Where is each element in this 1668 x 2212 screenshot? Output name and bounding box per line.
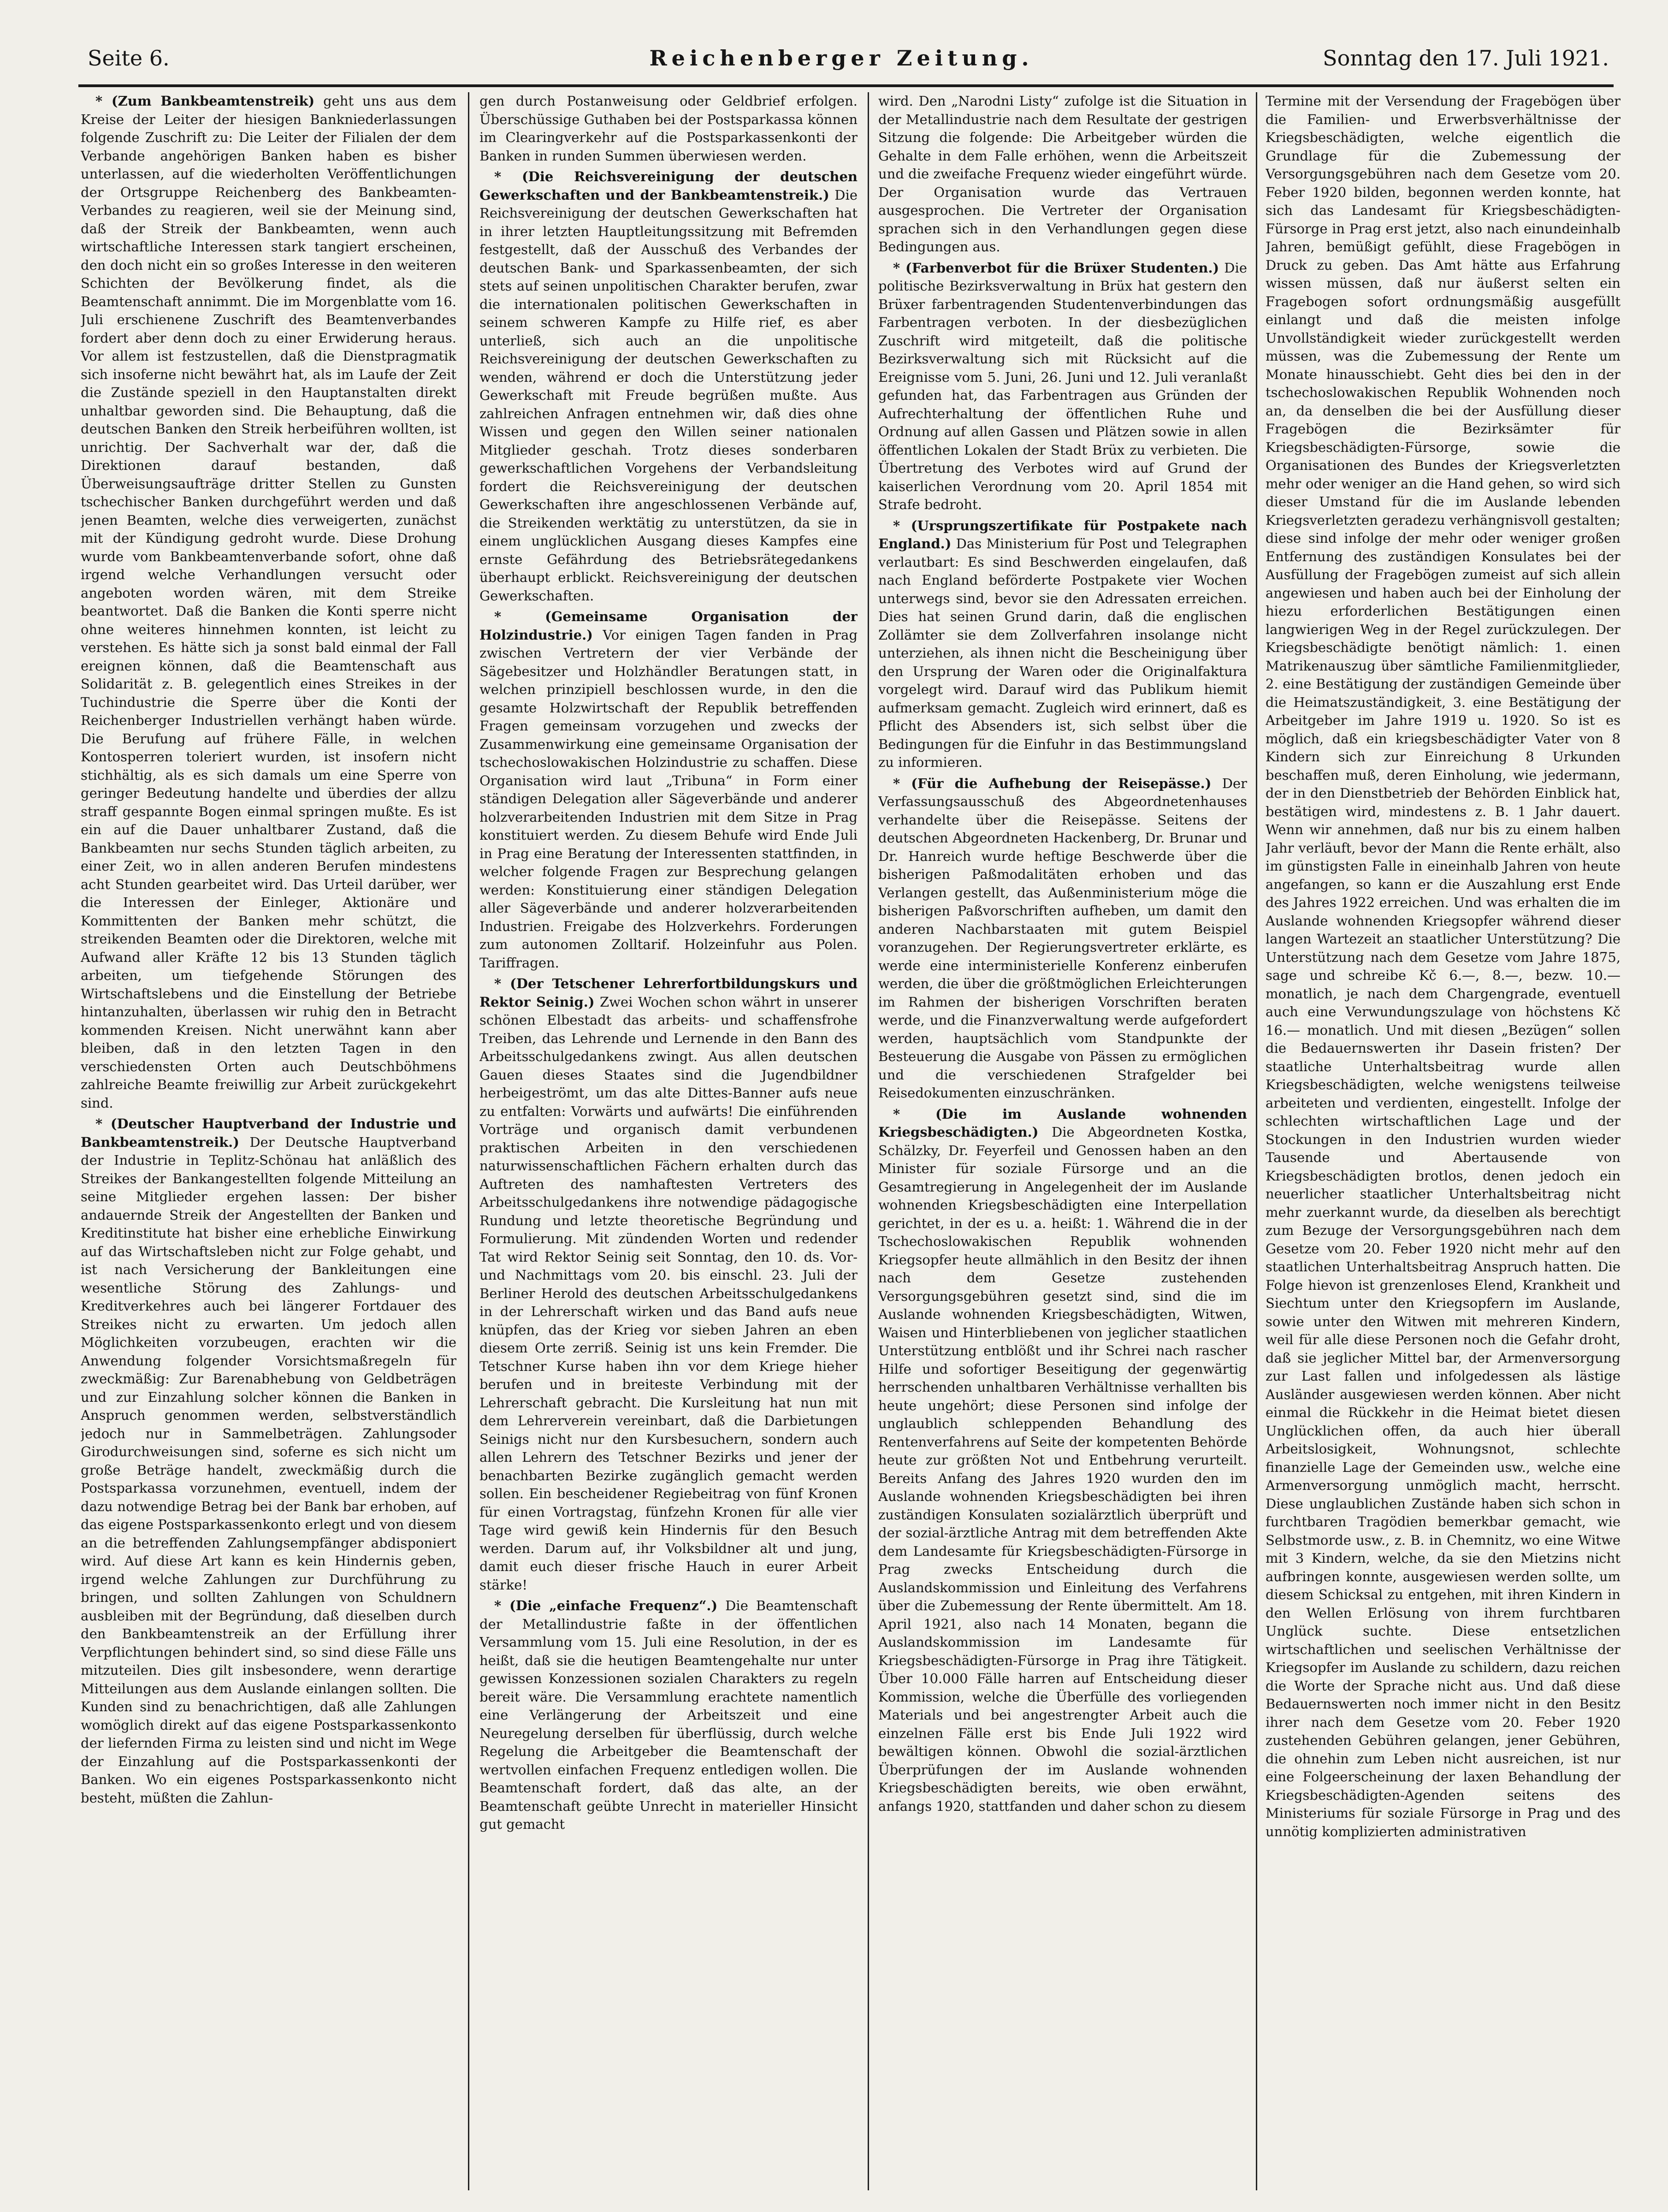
article-heading: * (Zum Bankbeamtenstreik) <box>95 93 315 109</box>
article-continuation <box>479 92 858 165</box>
article-heading: * (Die Reichsvereinigung der deutschen Gewerkschaften und der Bankbeamtenstreik.) <box>479 169 858 203</box>
article-body: Das Ministerium für Post und Telegraphen verlautbart: Es sind Beschwerden eingelaufen, daß nach England beförderte Postpakete vier Wochen unterwegs sind, bevor sie den Adressaten erreichen. Dies hat seinen Grund darin, daß die englischen Zollämter sie dem Zollverfahren insolange nicht unterziehen, als ihnen nicht die Bescheinigung über den Ursprung der Waren oder die Originalfaktura vorgelegt wird. Darauf wird das Publikum hiemit aufmerksam gemacht. Zugleich wird erinnert, daß es Pflicht des Absenders ist, sich selbst über die Bedingungen für die Einfuhr in das Bestimmungsland zu informieren. <box>878 536 1247 770</box>
article-bankbeamtenstreik <box>81 92 456 1112</box>
article-heading: * (Ursprungszertifikate für Postpakete nach England.) <box>878 517 1247 552</box>
article-body: Vor einigen Tagen fanden in Prag zwischen Vertretern der vier Verbände der Sägebesitzer und Holzhändler Beratungen statt, in welchen prinzipiell beschlossen wurde, in den die gesamte Holzwirtschaft der Republik betreffenden Fragen gemeinsam vorzugehen und zwecks der Zusammenwirkung eine gemeinsame Organisation der tschechoslowakischen Holzindustrie zu schaffen. Diese Organisation wird laut „Tribuna“ in Form einer ständigen Delegation aller Sägeverbände und anderer holzverarbeitenden Industrien mit dem Sitze in Prag konstituiert werden. Zu diesem Behufe wird Ende Juli in Prag eine Beratung der Interessenten stattfinden, in welcher folgende Fragen zur Besprechung gelangen werden: Konstituierung einer ständigen Delegation aller Sägeverbände und anderer holzverarbeitenden Industrien. Freigabe des Holzverkehrs. Forderungen zum autonomen Zolltarif. Holzeinfuhr aus Polen. Tariffragen. <box>479 627 858 971</box>
column-divider <box>1256 92 1257 2190</box>
article-heading: * (Deutscher Hauptverband der Industrie und Bankbeamtenstreik.) <box>81 1116 456 1150</box>
page-header <box>69 44 1614 77</box>
article-ursprungszertifikate <box>878 517 1247 772</box>
column-4 <box>1266 92 1621 2190</box>
article-reisepaesse <box>878 775 1247 1103</box>
article-body: Die Abgeordneten Kostka, Schälzky, Dr. Feyerfeil und Genossen haben an den Minister für soziale Fürsorge und an die Gesamtregierung in Angelegenheit der im Auslande wohnenden Kriegsbeschädigten eine Interpellation gerichtet, in der es u. a. heißt: 1. Während die in der Tschechoslowakischen Republik wohnenden Kriegsopfer heute allmählich in den Besitz der ihnen nach dem Gesetze zustehenden Versorgungsgebühren gesetzt sind, sind die im Auslande wohnenden Kriegsbeschädigten, Witwen, Waisen und Hinterbliebenen von jeglicher staatlichen Unterstützung entblößt und ihr Schrei nach rascher Hilfe und sofortiger Beseitigung der gegenwärtig herrschenden unhaltbaren Verhältnisse verhallten bis heute ungehört; diese Personen sind infolge der unglaublich schleppenden Behandlung des Rentenverfahrens auf Seite der kompetenten Behörde heute zur größten Not und Entbehrung verurteilt. Bereits Anfang des Jahres 1920 wurden den im Auslande wohnenden Kriegsbeschädigten bei ihren zuständigen Konsulaten sozialärztlich überprüft und der sozial-ärztliche Antrag mit dem betreffenden Akte dem Landesamte für Kriegsbeschädigten-Fürsorge in Prag zwecks Entscheidung durch die Auslandskommission und Einleitung des Verfahrens über die Zubemessung der Rente übermittelt. Am 18. April 1921, also nach 14 Monaten, begann die Auslandskommission im Landesamte für Kriegsbeschädigten-Fürsorge in Prag ihre Tätigkeit. Über 10.000 Fälle harren auf Entscheidung dieser Kommission, welche die Überfülle des vorliegenden Materials und bei angestrengter Arbeit auch die einzelnen Fälle erst bis Ende Juli 1922 wird bewältigen können. Obwohl die sozial-ärztlichen Überprüfungen der im Auslande wohnenden Kriegsbeschädigten bereits, wie oben erwähnt, anfangs 1920, stattfanden und daher schon zu diesem <box>878 1124 1247 1814</box>
article-frequenz <box>479 1597 858 1834</box>
newspaper-title: Reichenberger Zeitung. <box>649 46 1034 71</box>
article-body: Zwei Wochen schon währt in unserer schönen Elbestadt das arbeits- und schaffensfrohe Treiben, das Lehrende und Lernende in den Bann des Arbeitsschulgedankens zwingt. Aus allen deutschen Gauen dieses Staates sind die Jugendbildner herbeigeströmt, um das alte Dittes-Banner aufs neue zu entfalten: Vorwärts und aufwärts! Die einführenden Vorträge und organisch damit verbundenen praktischen Arbeiten in den verschiedenen naturwissenschaftlichen Fächern erhalten durch das Auftreten des namhaftesten Vertreters des Arbeitsschulgedankens ihre notwendige pädagogische Rundung und letzte theoretische Begründung und Formulierung. Mit zündenden Worten und redender Tat wird Rektor Seinig seit Sonntag, den 10. ds. Vor- und Nachmittags vom 20. bis einschl. 23. Juli der Berliner Herold des deutschen Arbeitsschulgedankens in der Lehrerschaft wirken und das Band aufs neue knüpfen, das der Krieg vor sieben Jahren an eben diesem Orte zerriß. Seinig ist uns kein Fremder. Die Tetschner Kurse haben ihn vor dem Kriege hieher berufen und in breiteste Verbindung mit der Lehrerschaft gebracht. Die Kursleitung hat nun mit dem Lehrerverein vereinbart, daß die Darbietungen Seinigs nicht nur den Kursbesuchern, sondern auch allen Lehrern des Tetschner Bezirks und jener der benachbarten Bezirke zugänglich gemacht werden sollen. Ein bescheidener Regiebeitrag von fünf Kronen für einen Vortragstag, fünfzehn Kronen für alle vier Tage wird gewiß kein Hindernis für den Besuch werden. Darum auf, ihr Volksbildner alt und jung, damit euch dieser frische Hauch in eurer Arbeit stärke! <box>479 994 858 1593</box>
article-body: wird. Den „Narodni Listy“ zufolge ist die Situation in der Metallindustrie nach dem Resultate der gestrigen Sitzung die folgende: Die Arbeitgeber würden die Gehalte in dem Falle erhöhen, wenn die Arbeitszeit und die zweifache Frequenz wieder eingeführt würde. Der Organisation wurde das Vertrauen ausgesprochen. Die Vertreter der Organisation sprachen sich in den Verhandlungen gegen diese Bedingungen aus. <box>878 93 1247 255</box>
article-heading: * (Der Tetschener Lehrerfortbildungskurs und Rektor Seinig.) <box>479 976 858 1010</box>
article-continuation <box>878 92 1247 256</box>
article-heading: * (Gemeinsame Organisation der Holzindustrie.) <box>479 609 858 643</box>
article-heading: * (Die im Auslande wohnenden Kriegsbeschädigten.) <box>878 1106 1247 1140</box>
article-tetschen <box>479 975 858 1594</box>
column-divider <box>868 92 869 2190</box>
column-3 <box>878 92 1247 2190</box>
article-holzindustrie <box>479 608 858 972</box>
article-body: Der Verfassungsausschuß des Abgeordnetenhauses verhandelte über die Reisepässe. Seitens der deutschen Abgeordneten Hackenberg, Dr. Brunar und Dr. Hanreich wurde heftige Beschwerde über die bisherigen Paßmodalitäten erhoben und das Verlangen gestellt, das Außenministerium möge die bisherigen Paßvorschriften aufheben, um damit den anderen Nachbarstaaten mit gutem Beispiel voranzugehen. Der Regierungsvertreter erklärte, es werde eine interministerielle Konferenz einberufen werden, die über die größtmöglichen Erleichterungen im Rahmen der bisherigen Vorschriften beraten werde, und die Finanzverwaltung werde aufgefordert werden, hauptsächlich vom Standpunkte der Besteuerung die Ausgabe von Pässen zu ermöglichen und die verschiedenen Strafgelder bei Reisedokumenten einzuschränken. <box>878 775 1247 1101</box>
issue-date: Sonntag den 17. Juli 1921. <box>1323 46 1609 71</box>
article-body: Der Deutsche Hauptverband der Industrie in Teplitz-Schönau hat anläßlich des Streikes der Bankangestellten folgende Mitteilung an seine Mitglieder ergehen lassen: Der bisher andauernde Streik der Angestellten der Banken und Kreditinstitute hat bisher eine erhebliche Einwirkung auf das Wirtschaftsleben nicht zur Folge gehabt, und ist nach Versicherung der Bankleitungen eine wesentliche Störung des Zahlungs- und Kreditverkehres auch bei längerer Fortdauer des Streikes nicht zu erwarten. Um jedoch allen Möglichkeiten vorzubeugen, erachten wir die Anwendung folgender Vorsichtsmaßregeln für zweckmäßig: Zur Barenabhebung von Geldbeträgen und zur Einzahlung solcher können die Banken in Anspruch genommen werden, selbstverständlich jedoch nur in Sammelbeträgen. Zahlungsoder Girodurchweisungen sind, soferne es sich nicht um große Beträge handelt, zweckmäßig durch die Postsparkassa vorzunehmen, eventuell, indem der dazu notwendige Betrag bei der Bank bar erhoben, auf das eigene Postsparkassenkonto erlegt und von diesem an die betreffenden Zahlungsempfänger abdisponiert wird. Auf diese Art kann es kein Hindernis geben, irgend welche Zahlungen zur Durchführung zu bringen, und sollten Zahlungen von Schuldnern ausbleiben mit der Begründung, daß dieselben durch den Bankbeamtenstreik an der Erfüllung ihrer Verpflichtungen behindert sind, so sind diese Fälle uns mitzuteilen. Dies gilt insbesondere, wenn derartige Mitteilungen aus dem Auslande einlangen sollten. Die Kunden sind zu benachrichtigen, daß alle Zahlungen womöglich direkt auf das eigene Postsparkassenkonto der liefernden Firma zu leisten sind und nicht im Wege der Einzahlung auf die Postsparkassenkonti der Banken. Wo ein eigenes Postsparkassenkonto nicht besteht, müßten die Zahlun- <box>81 1134 456 1806</box>
article-body: Die politische Bezirksverwaltung in Brüx hat gestern den Brüxer farbentragenden Studentenverbindungen das Farbentragen verboten. In der diesbezüglichen Zuschrift wird mitgeteilt, daß die politische Bezirksverwaltung sich mit Rücksicht auf die Ereignisse vom 5. Juni, 26. Juni und 12. Juli veranlaßt gefunden hat, das Farbentragen aus Gründen der Aufrechterhaltung der öffentlichen Ruhe und Ordnung auf allen Gassen und Plätzen sowie in allen öffentlichen Lokalen der Stadt Brüx zu verbieten. Die Übertretung des Verbotes wird auf Grund der kaiserlichen Verordnung vom 20. April 1854 mit Strafe bedroht. <box>878 260 1247 512</box>
article-farbenverbot <box>878 259 1247 514</box>
article-body: gen durch Postanweisung oder Geldbrief erfolgen. Überschüssige Guthaben bei der Postsparkassa können im Clearingverkehr auf die Postsparkassenkonti der Banken in runden Summen überwiesen werden. <box>479 93 858 164</box>
article-heading: * (Für die Aufhebung der Reisepässe.) <box>893 775 1212 791</box>
header-rule <box>78 84 1614 87</box>
article-heading: * (Die „einfache Frequenz“.) <box>494 1598 718 1613</box>
article-body: Termine mit der Versendung der Fragebögen über die Familien- und Erwerbsverhältnisse der Kriegsbeschädigten, welche eigentlich die Grundlage für die Zubemessung der Versorgungsgebühren nach dem Gesetze vom 20. Feber 1920 bilden, begonnen werden konnte, hat sich das Landesamt für Kriegsbeschädigten-Fürsorge in Prag erst jetzt, also nach einundeinhalb Jahren, bemüßigt gefühlt, diese Fragebögen in Druck zu geben. Das Amt hätte aus Erfahrung wissen müssen, daß nur äußerst selten ein Fragebogen sofort ordnungsmäßig ausgefüllt einlangt und daß die meisten infolge Unvollständigkeit wieder zurückgestellt werden müssen, was die Zubemessung der Rente um Monate hinausschiebt. Geht dies bei den in der tschechoslowakischen Republik Wohnenden noch an, da denselben die bei der Ausfüllung dieser Fragebögen die Bezirksämter für Kriegsbeschädigten-Fürsorge, sowie die Organisationen des Bundes der Kriegsverletzten mehr oder weniger an die Hand gehen, so wird sich dieser Umstand für die im Auslande lebenden Kriegsverletzten geradezu verhängnisvoll gestalten; diese sind infolge der mehr oder weniger großen Entfernung des zuständigen Konsulates bei der Ausfüllung der Fragebögen zumeist auf sich allein angewiesen und haben auch bei der Einholung der hiezu erforderlichen Bestätigungen einen langwierigen Weg in der Regel zurückzulegen. Der Kriegsbeschädigte benötigt nämlich: 1. einen Matrikenauszug über sämtliche Familienmitglieder, 2. eine Bestätigung der zuständigen Gemeinde über die Heimatszuständigkeit, 3. eine Bestätigung der Arbeitgeber im Jahre 1919 u. 1920. So ist es möglich, daß ein kriegsbeschädigter Vater von 8 Kindern sich zur Einreichung 8 Urkunden beschaffen muß, deren Einholung, wie jedermann, der in den Dienstbetrieb der Behörden Einblick hat, bestätigen wird, mindestens z. B. 1 Jahr dauert. Wenn wir annehmen, daß nur bis zu einem halben Jahr verläuft, bevor der Mann die Rente erhält, also im günstigsten Falle in eineinhalb Jahren von heute angefangen, so kann er die Auszahlung erst Ende des Jahres 1922 erreichen. Und was erhalten die im Auslande wohnenden Kriegsopfer während dieser langen Wartezeit an staatlicher Unterstützung? Die Unterstützung nach dem Gesetze vom Jahre 1875, sage und schreibe Kč 6.—, 8.—, bezw. 10.— monatlich, je nach dem Chargengrade, eventuell auch eine Verwundungszulage von höchstens Kč 16.— monatlich. Und mit diesen „Bezügen“ sollen die Bedauernswerten ihr Dasein fristen? Der staatliche Unterhaltsbeitrag wurde allen Kriegsbeschädigten, welche wenigstens teilweise arbeiteten und verdienten, eingestellt. Infolge der schlechten wirtschaftlichen Lage und der Stockungen in den Industrien wurden wieder Tausende und Abertausende von Kriegsbeschädigten brotlos, denen jedoch ein neuerlicher staatlicher Unterhaltsbeitrag nicht mehr zuerkannt wurde, da dieselben als berechtigt zum Bezuge der Versorgungsgebühren nach dem Gesetze vom 20. Feber 1920 nicht mehr auf den staatlichen Unterhaltsbeitrag Anspruch hatten. Die Folge hievon ist grenzenloses Elend, Krankheit und Siechtum unter den Kriegsopfern im Auslande, sowie unter den Witwen mit mehreren Kindern, weil für alle diese Personen noch die Gefahr droht, daß sie jeglicher Mittel bar, der Armenversorgung zur Last fallen und infolgedessen als lästige Ausländer ausgewiesen werden können. Aber nicht einmal die Rückkehr in die Heimat bietet diesen Unglücklichen offen, da auch hier überall Arbeitslosigkeit, Wohnungsnot, schlechte finanzielle Lage der Gemeinden usw., welche eine Armenversorgung unmöglich macht, herrscht. Diese unglaublichen Zustände haben sich schon in furchtbaren Tragödien bemerkbar gemacht, wie Selbstmorde usw., z. B. in Chemnitz, wo eine Witwe mit 3 Kindern, welche, da sie den Mietzins nicht aufbringen konnte, ausgewiesen werden sollte, um diesem Schicksal zu entgehen, mit ihren Kindern in den Wellen Erlösung von ihrem furchtbaren Unglück suchte. Diese entsetzlichen wirtschaftlichen und seelischen Verhältnisse der Kriegsopfer im Auslande zu schildern, dazu reichen die Worte der Sprache nicht aus. Und daß diese Bedauernswerten noch immer nicht in den Besitz ihrer nach dem Gesetze vom 20. Feber 1920 zustehenden Gebühren gelangen, jener Gebühren, die ohnehin zum Leben nicht ausreichen, ist nur eine Folgeerscheinung der laxen Behandlung der Kriegsbeschädigten-Agenden seitens des Ministeriums für soziale Fürsorge in Prag und des unnötig komplizierten administrativen <box>1266 93 1621 1839</box>
article-heading: * (Farbenverbot für die Brüxer Studenten.) <box>893 260 1219 276</box>
article-kriegsbeschaedigte <box>878 1105 1247 1816</box>
page-number: Seite 6. <box>88 46 170 71</box>
article-hauptverband <box>81 1115 456 1807</box>
column-1 <box>81 92 456 2190</box>
column-divider <box>468 92 469 2190</box>
article-body: Die Reichsvereinigung der deutschen Gewerkschaften hat in ihrer letzten Hauptleitungssitzung mit Befremden festgestellt, daß der Ausschuß des Verbandes der deutschen Bank- und Sparkassenbeamten, der sich stets auf seinen unpolitischen Charakter berufen, zwar die internationalen politischen Gewerkschaften in seinem schweren Kampfe zu Hilfe rief, es aber unterließ, sich auch an die unpolitische Reichsvereinigung der deutschen Gewerkschaften zu wenden, während er doch die Unterstützung jeder Gewerkschaft mit Freude begrüßen mußte. Aus zahlreichen Anfragen entnehmen wir, daß dies ohne Wissen und gegen den Willen seiner nationalen Mitglieder geschah. Trotz dieses sonderbaren gewerkschaftlichen Vorgehens der Verbandsleitung fordert die Reichsvereinigung der deutschen Gewerkschaften ihre angeschlossenen Verbände auf, die Streikenden werktätig zu unterstützen, da sie in einem unglücklichen Ausgang dieses Kampfes eine ernste Gefährdung des Betriebsrätegedankens überhaupt erblickt. Reichsvereinigung der deutschen Gewerkschaften. <box>479 187 858 604</box>
article-continuation <box>1266 92 1621 1841</box>
article-body: geht uns aus dem Kreise der Leiter der hiesigen Bankniederlassungen folgende Zuschrift zu: Die Leiter der Filialen der dem Verbande angehörigen Banken haben es bisher unterlassen, auf die wiederholten Veröffentlichungen der Ortsgruppe Reichenberg des Bankbeamten-Verbandes zu reagieren, weil sie der Meinung sind, daß der Streik der Bankbeamten, wenn auch wirtschaftliche Interessen stark tangiert erscheinen, den doch nicht ein so großes Interesse in den weiteren Schichten der Bevölkerung findet, als die Beamtenschaft annimmt. Die im Morgenblatte vom 16. Juli erschienene Zuschrift des Beamtenverbandes fordert aber denn doch zu einer Erwiderung heraus. Vor allem ist festzustellen, daß die Dienstpragmatik sich insoferne nicht bewährt hat, als im Laufe der Zeit die Zustände speziell in den Hauptanstalten direkt unhaltbar geworden sind. Die Behauptung, daß die deutschen Banken den Streik herbeiführen wollten, ist unrichtig. Der Sachverhalt war der, daß die Direktionen darauf bestanden, daß Überweisungsaufträge dritter Stellen zu Gunsten tschechischer Banken durchgeführt werden und daß jenen Beamten, welche dies verweigerten, zunächst mit der Kündigung gedroht wurde. Diese Drohung wurde vom Bankbeamtenverbande sofort, ohne daß irgend welche Verhandlungen versucht oder angeboten worden wären, mit dem Streike beantwortet. Daß die Banken die Konti sperre nicht ohne weiteres hinnehmen konnten, ist leicht zu verstehen. Es hätte sich ja sonst bald einmal der Fall ereignen können, daß die Beamtenschaft aus Solidarität z. B. gelegentlich eines Streikes in der Tuchindustrie die Sperre über die Konti der Reichenberger Industriellen verhängt haben würde. Die Berufung auf frühere Fälle, in welchen Kontosperren toleriert wurden, ist insofern nicht stichhältig, als es sich damals um eine Sperre von geringer Bedeutung handelte und überdies der allzu straff gespannte Bogen einmal springen mußte. Es ist ein auf die Dauer unhaltbarer Zustand, daß die Bankbeamten nur sechs Stunden täglich arbeiten, zu einer Zeit, wo in allen anderen Berufen mindestens acht Stunden gearbeitet wird. Das Urteil darüber, wer die Interessen der Einleger, Aktionäre und Kommittenten der Banken mehr schützt, die streikenden Beamten oder die Direktoren, welche mit Aufwand aller Kräfte 12 bis 13 Stunden täglich arbeiten, um tiefgehende Störungen des Wirtschaftslebens und die Einstellung der Betriebe hintanzuhalten, überlassen wir ruhig den in Betracht kommenden Kreisen. Nicht unerwähnt kann aber bleiben, daß in den letzten Tagen in den verschiedensten Orten auch Deutschböhmens zahlreiche Beamte freiwillig zur Arbeit zurückgekehrt sind. <box>81 93 456 1111</box>
column-2 <box>479 92 858 2190</box>
article-body: Die Beamtenschaft der Metallindustrie faßte in der öffentlichen Versammlung vom 15. Juli eine Resolution, in der es heißt, daß sie die heutigen Beamtengehalte nur unter gewissen Konzessionen sozialen Charakters zu regeln bereit wäre. Die Versammlung erachtete namentlich eine Verlängerung der Arbeitszeit und eine Neuregelung derselben für überflüssig, durch welche Regelung die Arbeitgeber die Beamtenschaft der wertvollen einfachen Frequenz entledigen wollen. Die Beamtenschaft fordert, daß das alte, an der Beamtenschaft geübte Unrecht in materieller Hinsicht gut gemacht <box>479 1598 858 1832</box>
article-reichsvereinigung <box>479 168 858 605</box>
